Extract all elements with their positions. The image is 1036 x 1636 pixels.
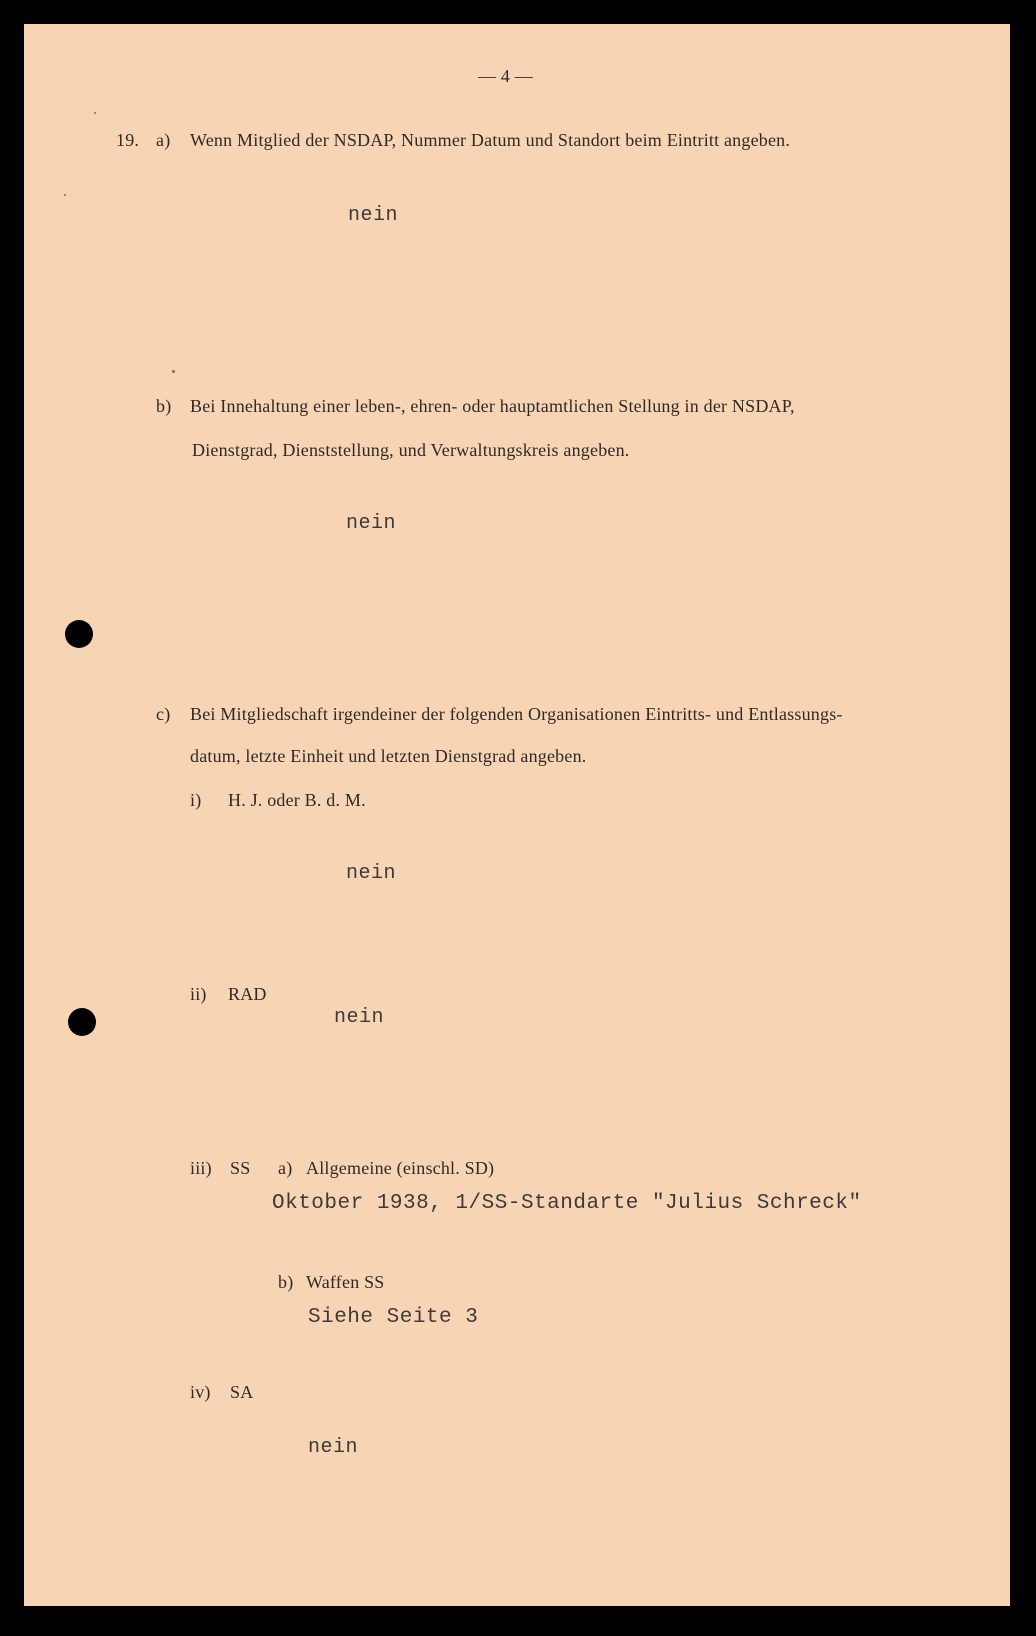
item-iv-label: iv) <box>190 1382 211 1402</box>
paper-speck <box>172 370 175 373</box>
item-iii-org: SS <box>230 1158 251 1178</box>
question-c-letter: c) <box>156 704 171 724</box>
item-ii-label: ii) <box>190 984 207 1004</box>
item-iii-b-label: b) <box>278 1272 294 1292</box>
answer-iii-b: Siehe Seite 3 <box>308 1306 479 1329</box>
item-iii-b-text: Waffen SS <box>306 1272 385 1292</box>
paper-speck <box>64 194 66 196</box>
question-number: 19. <box>116 130 140 150</box>
answer-iii-a: Oktober 1938, 1/SS-Standarte "Julius Schreck" <box>272 1192 862 1215</box>
answer-a: nein <box>348 204 399 227</box>
answer-b: nein <box>346 512 397 535</box>
item-i-org: H. J. oder B. d. M. <box>228 790 366 810</box>
question-c-text-line2: datum, letzte Einheit und letzten Dienstgrad angeben. <box>190 746 587 766</box>
item-iv-org: SA <box>230 1382 254 1402</box>
item-iii-a-label: a) <box>278 1158 293 1178</box>
document-page <box>24 24 1010 1606</box>
question-a-letter: a) <box>156 130 171 150</box>
punch-hole-lower <box>68 1008 96 1036</box>
paper-speck <box>94 112 96 114</box>
page-number: — 4 — <box>478 66 533 86</box>
answer-i: nein <box>346 862 397 885</box>
question-b-text-line2: Dienstgrad, Dienststellung, und Verwaltungskreis angeben. <box>192 440 630 460</box>
item-iii-a-text: Allgemeine (einschl. SD) <box>306 1158 495 1178</box>
item-i-label: i) <box>190 790 202 810</box>
answer-iv: nein <box>308 1436 359 1459</box>
punch-hole-upper <box>65 620 93 648</box>
question-c-text-line1: Bei Mitgliedschaft irgendeiner der folgenden Organisationen Eintritts- und Entlassungs- <box>190 704 843 724</box>
item-ii-org: RAD <box>228 984 267 1004</box>
answer-ii: nein <box>334 1006 385 1029</box>
question-a-text: Wenn Mitglied der NSDAP, Nummer Datum und Standort beim Eintritt angeben. <box>190 130 791 150</box>
question-b-letter: b) <box>156 396 172 416</box>
item-iii-label: iii) <box>190 1158 212 1178</box>
question-b-text-line1: Bei Innehaltung einer leben-, ehren- oder hauptamtlichen Stellung in der NSDAP, <box>190 396 795 416</box>
